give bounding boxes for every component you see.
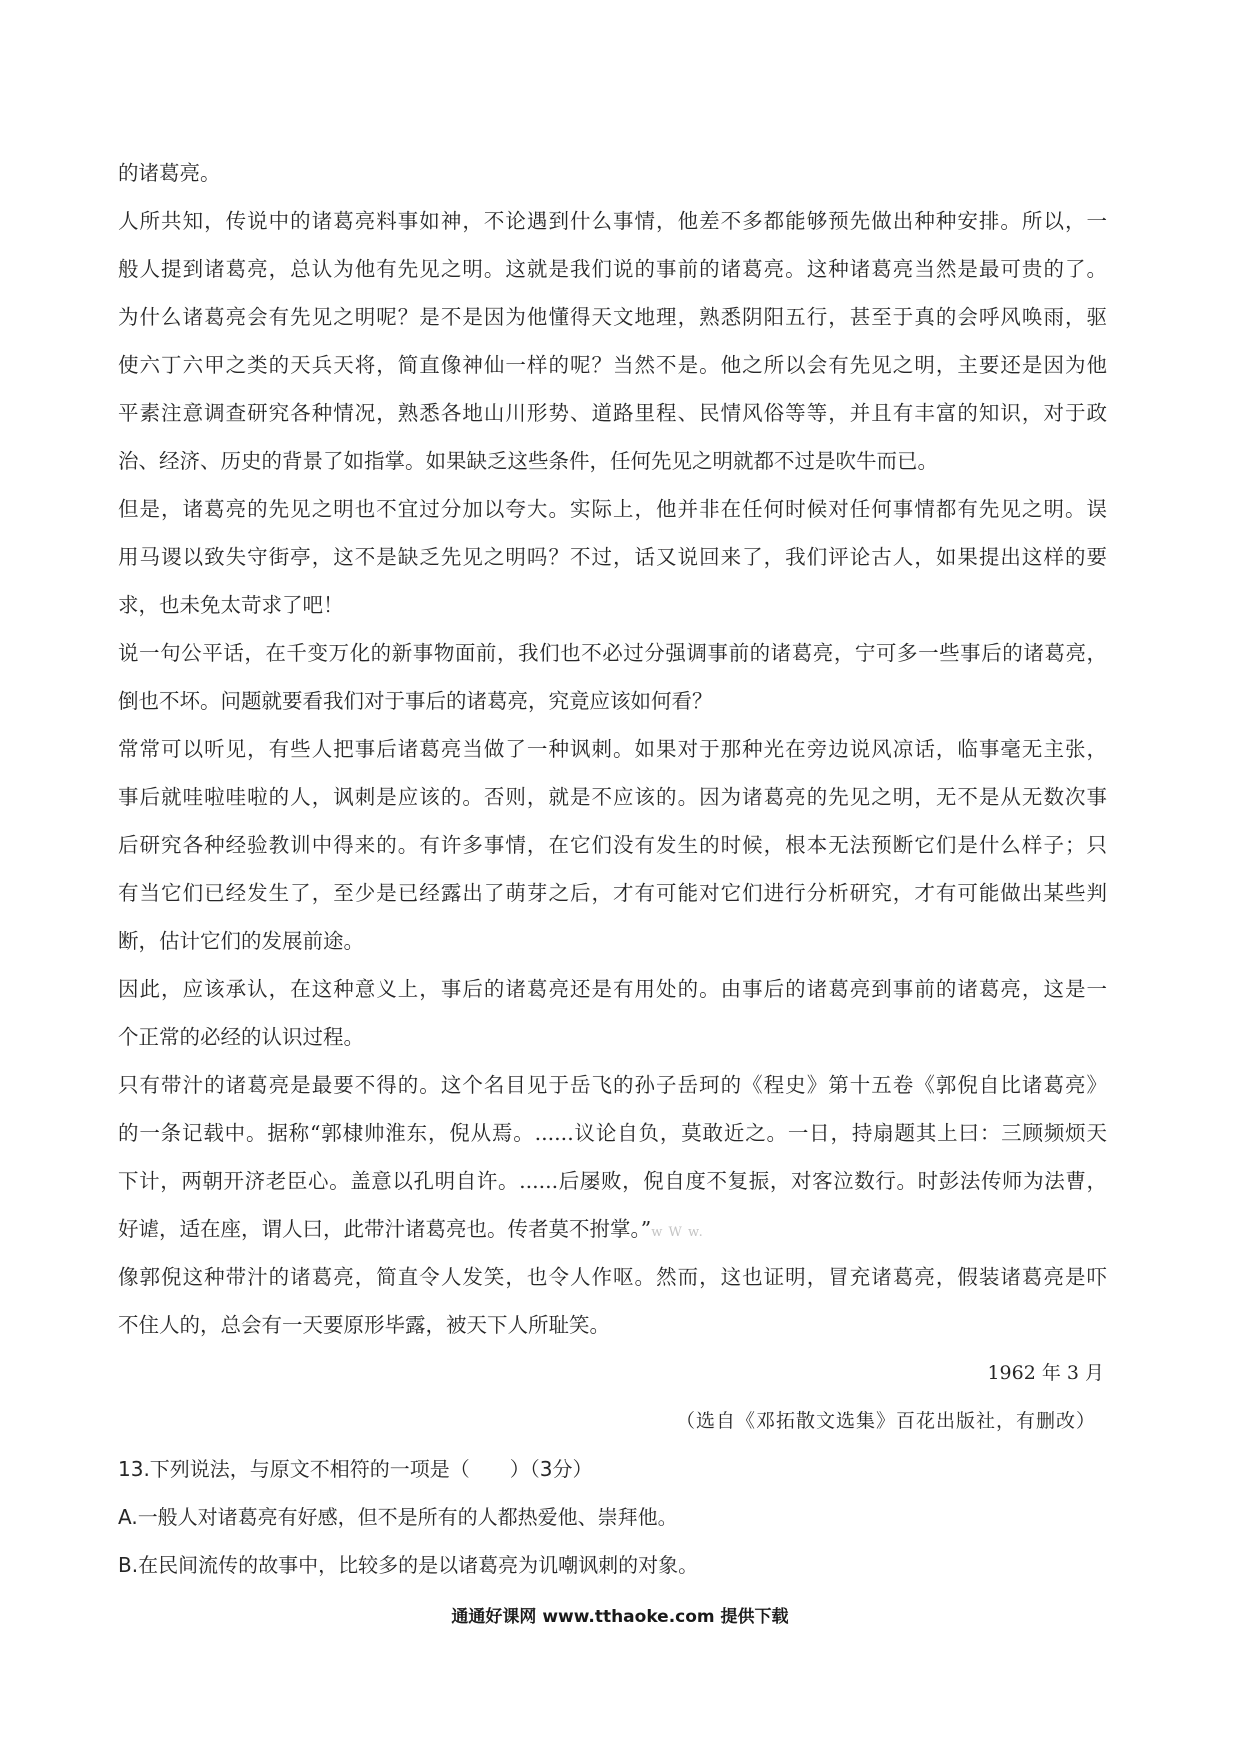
question-stem: 13.下列说法，与原文不相符的一项是（ ）（3分）	[118, 1457, 593, 1481]
article-line: 求，也未免太苛求了吧！	[118, 593, 344, 617]
article-paragraph	[118, 1253, 1107, 1349]
page-footer: 通通好课网 www.tthaoke.com 提供下载	[451, 1607, 789, 1627]
article-line: 事后就哇啦哇啦的人，讽刺是应该的。否则，就是不应该的。因为诸葛亮的先见之明，无不是从无数次事	[118, 785, 1107, 809]
article-paragraph	[118, 1061, 1107, 1253]
article-line: 的一条记载中。据称“郭棣帅淮东，倪从焉。......议论自负，莫敢近之。一日，持扇题其上曰：三顾频烦天	[118, 1121, 1107, 1145]
article-line: 的诸葛亮。	[118, 161, 221, 185]
article-line: 后研究各种经验教训中得来的。有许多事情，在它们没有发生的时候，根本无法预断它们是什么样子；只	[118, 833, 1107, 857]
article-body	[118, 149, 1107, 1589]
article-date: 1962 年 3 月	[987, 1362, 1104, 1384]
article-line: 使六丁六甲之类的天兵天将，简直像神仙一样的呢？当然不是。他之所以会有先见之明，主要还是因为他	[118, 353, 1107, 377]
article-line: 不住人的，总会有一天要原形毕露，被天下人所耻笑。	[118, 1313, 610, 1337]
article-line: 断，估计它们的发展前途。	[118, 929, 364, 953]
question-option-a: A.一般人对诸葛亮有好感，但不是所有的人都热爱他、崇拜他。	[118, 1505, 678, 1529]
article-line	[118, 1205, 1107, 1253]
question-option-b: B.在民间流传的故事中，比较多的是以诸葛亮为讥嘲讽刺的对象。	[118, 1553, 699, 1577]
article-paragraph	[118, 629, 1107, 725]
article-line: 下计，两朝开济老臣心。盖意以孔明自许。......后屡败，倪自度不复振，对客泣数行。时彭法传师为法曹，	[118, 1169, 1107, 1193]
article-paragraph	[118, 149, 1107, 197]
article-line: 因此，应该承认，在这种意义上，事后的诸葛亮还是有用处的。由事后的诸葛亮到事前的诸葛亮，这是一	[118, 977, 1107, 1001]
article-line: 平素注意调查研究各种情况，熟悉各地山川形势、道路里程、民情风俗等等，并且有丰富的知识，对于政	[118, 401, 1107, 425]
article-line: 但是，诸葛亮的先见之明也不宜过分加以夸大。实际上，他并非在任何时候对任何事情都有先见之明。误	[118, 497, 1107, 521]
article-line: 用马谡以致失守街亭，这不是缺乏先见之明吗？不过，话又说回来了，我们评论古人，如果提出这样的要	[118, 545, 1107, 569]
question-block	[118, 1445, 1107, 1589]
article-line: 说一句公平话，在千变万化的新事物面前，我们也不必过分强调事前的诸葛亮，宁可多一些事后的诸葛亮，	[118, 641, 1107, 665]
article-line: 人所共知，传说中的诸葛亮料事如神，不论遇到什么事情，他差不多都能够预先做出种种安排。所以，一	[118, 209, 1107, 233]
article-line: 有当它们已经发生了，至少是已经露出了萌芽之后，才有可能对它们进行分析研究，才有可能做出某些判	[118, 881, 1107, 905]
article-line: 治、经济、历史的背景了如指掌。如果缺乏这些条件，任何先见之明就都不过是吹牛而已。	[118, 449, 938, 473]
article-line: 个正常的必经的认识过程。	[118, 1025, 364, 1049]
article-line: 倒也不坏。问题就要看我们对于事后的诸葛亮，究竟应该如何看？	[118, 689, 713, 713]
article-paragraph	[118, 725, 1107, 965]
article-line: 只有带汁的诸葛亮是最要不得的。这个名目见于岳飞的孙子岳珂的《程史》第十五卷《郭倪自比诸葛亮》	[118, 1073, 1107, 1097]
watermark-text: w W w.	[651, 1225, 704, 1240]
article-paragraph	[118, 293, 1107, 485]
article-paragraph	[118, 485, 1107, 629]
article-line: 常常可以听见，有些人把事后诸葛亮当做了一种讽刺。如果对于那种光在旁边说风凉话，临事毫无主张，	[118, 737, 1107, 761]
quote-text: 好谑，适在座，谓人曰，此带汁诸葛亮也。传者莫不拊掌。”	[118, 1217, 652, 1241]
article-source: （选自《邓拓散文选集》百花出版社，有删改）	[675, 1410, 1096, 1432]
article-paragraph	[118, 965, 1107, 1061]
article-paragraph	[118, 197, 1107, 293]
article-line: 般人提到诸葛亮，总认为他有先见之明。这就是我们说的事前的诸葛亮。这种诸葛亮当然是最可贵的了。	[118, 257, 1107, 281]
article-line: 像郭倪这种带汁的诸葛亮，简直令人发笑，也令人作呕。然而，这也证明，冒充诸葛亮，假装诸葛亮是吓	[118, 1265, 1107, 1289]
article-line: 为什么诸葛亮会有先见之明呢？是不是因为他懂得天文地理，熟悉阴阳五行，甚至于真的会呼风唤雨，驱	[118, 305, 1107, 329]
